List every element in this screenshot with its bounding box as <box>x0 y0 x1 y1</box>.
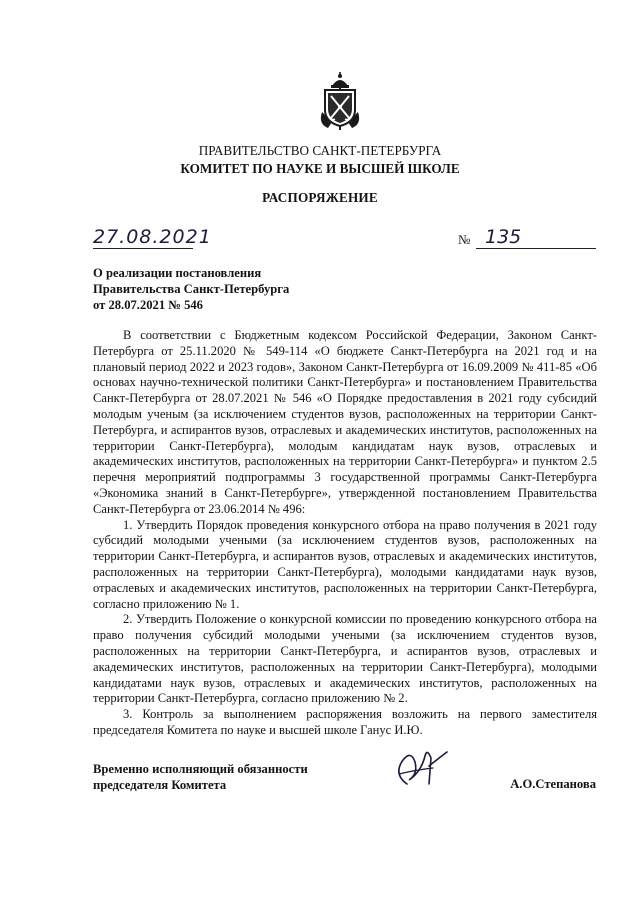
subject-line-1: О реализации постановления <box>93 266 262 280</box>
preamble-paragraph: В соответствии с Бюджетным кодексом Российской Федерации, Законом Санкт-Петербурга от 25.11.2020 № 549-114 «О бюджете Санкт-Петербурга на 2021 год и на плановый период 2022 и 2023 годов», Законом Санкт-Петербурга от 16.09.2009 № 411-85 «Об основах научно-технической политики Санкт-Петербурга» и постановлением Правительства Санкт-Петербурга от 28.07.2021 № 546 «О Порядке предоставления в 2021 году субсидий молодым ученым (за исключением студентов вузов, расположенных на территории Санкт-Петербурга, и аспирантов вузов, отраслевых и академических институтов, расположенных на территории Санкт-Петербурга), молодым кандидатам наук вузов, отраслевых и академических институтов, расположенных на территории Санкт-Петербурга» и пунктом 2.5 перечня мероприятий подпрограммы 3 государственной программы Санкт-Петербурга «Экономика знаний в Санкт-Петербурге», утвержденной постановлением Правительства Санкт-Петербурга от 23.06.2014 № 496: <box>93 328 597 516</box>
document-body <box>93 328 597 739</box>
date-underline <box>93 248 193 249</box>
handwritten-signature <box>385 744 455 792</box>
position-line-2: председателя Комитета <box>93 778 227 792</box>
document-type: РАСПОРЯЖЕНИЕ <box>262 190 378 205</box>
document-subject <box>93 265 289 313</box>
number-label: № <box>458 232 471 247</box>
committee-title: КОМИТЕТ ПО НАУКЕ И ВЫСШЕЙ ШКОЛЕ <box>180 161 460 176</box>
position-line-1: Временно исполняющий обязанности <box>93 762 308 776</box>
number-underline <box>476 248 596 249</box>
handwritten-date: 27.08.2021 <box>93 226 212 248</box>
subject-line-3: от 28.07.2021 № 546 <box>93 298 203 312</box>
signatory-name: А.О.Степанова <box>510 777 596 791</box>
handwritten-number: 135 <box>485 226 522 248</box>
item-1-paragraph: 1. Утвердить Порядок проведения конкурсного отбора на право получения в 2021 году субсидий молодыми учеными (за исключением студентов вузов, расположенных на территории Санкт-Петербурга, и аспирантов вузов, отраслевых и академических институтов, расположенных на территории Санкт-Петербурга), молодыми кандидатами наук вузов, отраслевых и академических институтов, расположенных на территории Санкт-Петербурга, согласно приложению № 1. <box>93 517 597 611</box>
item-3-paragraph: 3. Контроль за выполнением распоряжения возложить на первого заместителя председателя Комитета по науке и высшей школе Ганус И.Ю. <box>93 707 597 737</box>
item-2-paragraph: 2. Утвердить Положение о конкурсной комиссии по проведению конкурсного отбора на право получения субсидий молодыми учеными (за исключением студентов вузов, расположенных на территории Санкт-Петербурга, и аспирантов вузов, отраслевых и академических институтов, расположенных на территории Санкт-Петербурга), молодыми кандидатами наук вузов, отраслевых и академических институтов, расположенных на территории Санкт-Петербурга, согласно приложению № 2. <box>93 612 597 706</box>
signatory-position <box>93 761 308 793</box>
subject-line-2: Правительства Санкт-Петербурга <box>93 282 290 296</box>
government-title: ПРАВИТЕЛЬСТВО САНКТ-ПЕТЕРБУРГА <box>198 143 442 158</box>
coat-of-arms-emblem <box>316 72 364 134</box>
